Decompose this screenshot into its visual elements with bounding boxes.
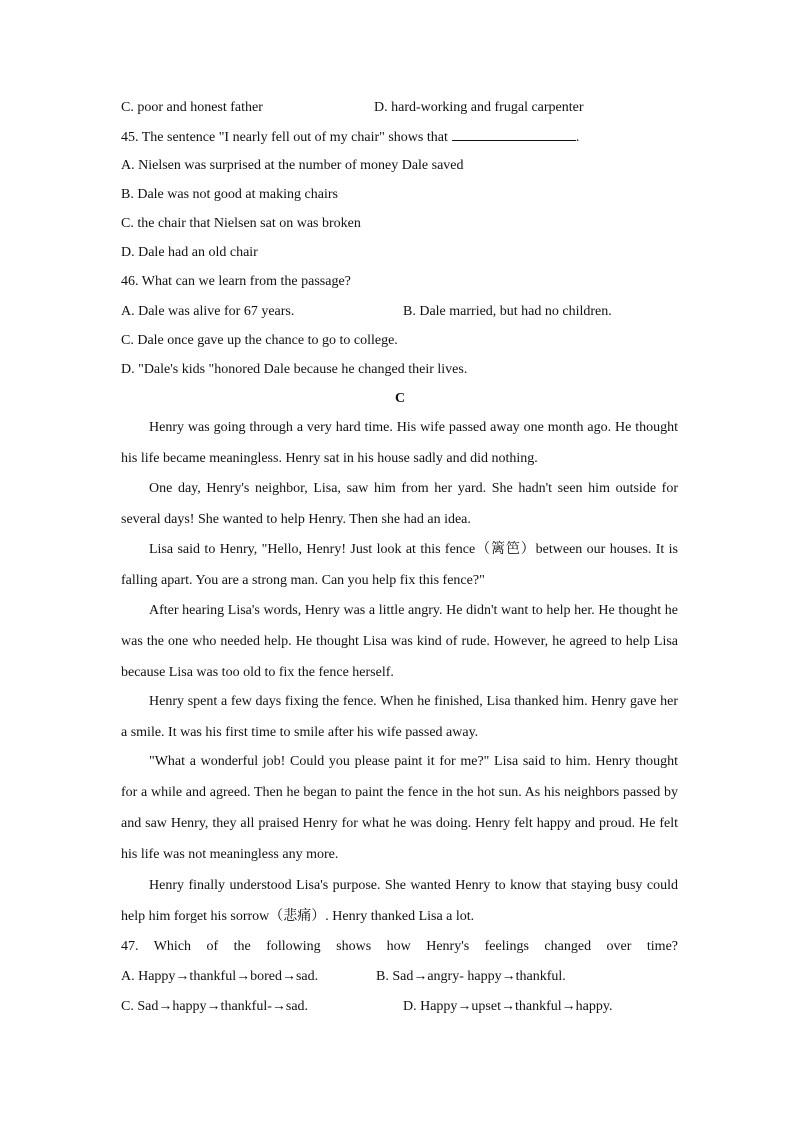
q44-option-c: C. poor and honest father <box>121 100 263 115</box>
q45-stem-text: 45. The sentence "I nearly fell out of my chair" shows that <box>121 130 448 145</box>
q46-stem: 46. What can we learn from the passage? <box>121 274 351 289</box>
q46-option-b: B. Dale married, but had no children. <box>403 304 612 319</box>
q46-option-c: C. Dale once gave up the chance to go to college. <box>121 333 398 348</box>
q47-option-d: D. Happy→upset→thankful→happy. <box>403 999 613 1014</box>
q47-option-c: C. Sad→happy→thankful-→sad. <box>121 999 309 1014</box>
passage-paragraph: "What a wonderful job! Could you please paint it for me?" Lisa said to him. Henry thought for a while and agreed. Then he began to paint the fence in the hot sun. As his neighbors passed by and saw Henry, they all praised Henry for what he was doing. Henry felt happy and proud. He felt his life was not meaningless any more. <box>121 754 678 862</box>
q45-option-b: B. Dale was not good at making chairs <box>121 187 338 202</box>
passage-paragraph: Henry was going through a very hard time. His wife passed away one month ago. He thought his life became meaningless. Henry sat in his house sadly and did nothing. <box>121 420 678 466</box>
q45-stem-end: . <box>575 130 580 145</box>
passage-paragraph: After hearing Lisa's words, Henry was a little angry. He didn't want to help her. He thought he was the one who needed help. He thought Lisa was kind of rude. However, he agreed to help Lisa because Lisa was too old to fix the fence herself. <box>121 603 678 680</box>
q46-option-d: D. "Dale's kids "honored Dale because he changed their lives. <box>121 362 468 377</box>
q44-option-d: D. hard-working and frugal carpenter <box>374 100 584 115</box>
answer-blank <box>452 128 576 141</box>
q45-option-a: A. Nielsen was surprised at the number of money Dale saved <box>121 158 464 173</box>
section-heading: C <box>394 391 406 406</box>
q47-option-a: A. Happy→thankful→bored→sad. <box>121 969 319 984</box>
passage-paragraph: Lisa said to Henry, "Hello, Henry! Just look at this fence（篱笆）between our houses. It is falling apart. You are a strong man. Can you help fix this fence?" <box>121 542 678 588</box>
passage-paragraph: One day, Henry's neighbor, Lisa, saw him from her yard. She hadn't seen him outside for several days! She wanted to help Henry. Then she had an idea. <box>121 481 678 527</box>
q45-stem <box>121 128 579 147</box>
q47-stem: 47. Which of the following shows how Henry's feelings changed over time? <box>121 939 678 954</box>
passage-paragraph: Henry spent a few days fixing the fence. When he finished, Lisa thanked him. Henry gave her a smile. It was his first time to smile after his wife passed away. <box>121 694 678 740</box>
passage-paragraph: Henry finally understood Lisa's purpose. She wanted Henry to know that staying busy could help him forget his sorrow（悲痛）. Henry thanked Lisa a lot. <box>121 878 678 924</box>
q47-option-b: B. Sad→angry- happy→thankful. <box>376 969 566 984</box>
q45-option-c: C. the chair that Nielsen sat on was broken <box>121 216 361 231</box>
q46-option-a: A. Dale was alive for 67 years. <box>121 304 295 319</box>
q45-option-d: D. Dale had an old chair <box>121 245 258 260</box>
